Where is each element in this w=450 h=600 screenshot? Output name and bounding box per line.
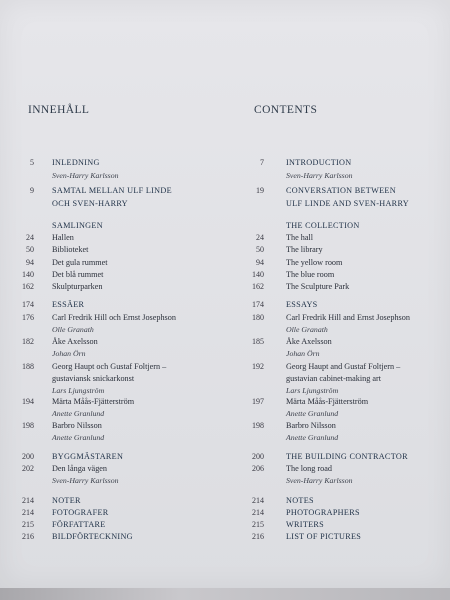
- entry-title: BILDFÖRTECKNING: [52, 532, 133, 541]
- entry-title: Den långa vägen: [52, 464, 108, 473]
- entry-author: Sven-Harry Karlsson: [52, 476, 119, 485]
- entry-author: Olle Granath: [286, 325, 328, 334]
- page-number: 94: [256, 258, 264, 267]
- page-number: 216: [252, 532, 264, 541]
- entry-title: ESSÄER: [52, 300, 85, 309]
- entry-title: NOTER: [52, 496, 81, 505]
- entry-author: Olle Granath: [52, 325, 94, 334]
- entry-title: PHOTOGRAPHERS: [286, 508, 360, 517]
- entry-title: Märta Måås-Fjätterström: [52, 397, 135, 406]
- entry-title: Åke Axelsson: [286, 337, 332, 346]
- page-number: 206: [252, 464, 264, 473]
- page-number: 198: [252, 421, 264, 430]
- entry-title: FÖRFATTARE: [52, 520, 106, 529]
- page-number: 140: [252, 270, 264, 279]
- entry-title: Carl Fredrik Hill och Ernst Josephson: [52, 313, 176, 322]
- page-number: 174: [22, 300, 34, 309]
- page-number: 202: [22, 464, 34, 473]
- page-number: 194: [22, 397, 34, 406]
- entry-author: Anette Granlund: [52, 409, 105, 418]
- entry-title: FOTOGRAFER: [52, 508, 109, 517]
- page-number: 19: [256, 186, 264, 195]
- entry-title: Barbro Nilsson: [286, 421, 336, 430]
- entry-title: The blue room: [286, 270, 335, 279]
- page-number: 192: [252, 362, 264, 371]
- entry-title: The library: [286, 245, 323, 254]
- entry-author: Sven-Harry Karlsson: [52, 171, 119, 180]
- page-number: 182: [22, 337, 34, 346]
- page-number: 216: [22, 532, 34, 541]
- entry-title: ULF LINDE AND SVEN-HARRY: [286, 199, 409, 208]
- entry-author: Lars Ljungström: [52, 386, 105, 395]
- page-number: 200: [252, 452, 264, 461]
- entry-author: Lars Ljungström: [286, 386, 339, 395]
- page-number: 197: [252, 397, 264, 406]
- entry-title: SAMLINGEN: [52, 221, 103, 230]
- entry-title: CONVERSATION BETWEEN: [286, 186, 396, 195]
- page-number: 140: [22, 270, 34, 279]
- page-number: 188: [22, 362, 34, 371]
- entry-title: ESSAYS: [286, 300, 318, 309]
- entry-title: The yellow room: [286, 258, 343, 267]
- page-number: 162: [22, 282, 34, 291]
- page-bottom-edge: [0, 588, 450, 600]
- entry-author: Sven-Harry Karlsson: [286, 171, 353, 180]
- entry-title: Georg Haupt och Gustaf Foltjern –: [52, 362, 167, 371]
- entry-author: Sven-Harry Karlsson: [286, 476, 353, 485]
- entry-title: THE BUILDING CONTRACTOR: [286, 452, 408, 461]
- page-number: 215: [22, 520, 34, 529]
- page-number: 50: [256, 245, 264, 254]
- page-number: 24: [256, 233, 264, 242]
- page-number: 5: [30, 158, 34, 167]
- page-number: 24: [26, 233, 34, 242]
- page-number: 214: [22, 496, 34, 505]
- entry-title: OCH SVEN-HARRY: [52, 199, 128, 208]
- entry-title: BYGGMÄSTAREN: [52, 452, 124, 461]
- entry-title: The hall: [286, 233, 314, 242]
- page-number: 7: [260, 158, 264, 167]
- entry-author: Anette Granlund: [286, 433, 339, 442]
- entry-title: Märta Måås-Fjätterström: [286, 397, 369, 406]
- entry-author: Johan Örn: [286, 349, 320, 358]
- entry-title: Biblioteket: [52, 245, 89, 254]
- page-number: 94: [26, 258, 34, 267]
- page-number: 215: [252, 520, 264, 529]
- entry-title: INTRODUCTION: [286, 158, 352, 167]
- page-number: 174: [252, 300, 264, 309]
- page-number: 214: [252, 496, 264, 505]
- heading-innehall: INNEHÅLL: [28, 104, 90, 116]
- page-number: 198: [22, 421, 34, 430]
- page-number: 176: [22, 313, 34, 322]
- entry-title: Det blå rummet: [52, 270, 104, 279]
- entry-title: NOTES: [286, 496, 314, 505]
- page-number: 200: [22, 452, 34, 461]
- entry-author: Anette Granlund: [52, 433, 105, 442]
- entry-title: Georg Haupt and Gustaf Foltjern –: [286, 362, 401, 371]
- entry-title: Hallen: [52, 233, 74, 242]
- entry-title: LIST OF PICTURES: [286, 532, 362, 541]
- entry-title: The long road: [286, 464, 332, 473]
- page-number: 185: [252, 337, 264, 346]
- page-number: 9: [30, 186, 34, 195]
- entry-title: WRITERS: [286, 520, 325, 529]
- page-number: 214: [252, 508, 264, 517]
- entry-author: Johan Örn: [52, 349, 86, 358]
- entry-title: The Sculpture Park: [286, 282, 350, 291]
- entry-title: Skulpturparken: [52, 282, 103, 291]
- page-number: 180: [252, 313, 264, 322]
- entry-title: gustaviansk snickarkonst: [52, 374, 135, 383]
- entry-author: Anette Granlund: [286, 409, 339, 418]
- page-number: 214: [22, 508, 34, 517]
- entry-title: THE COLLECTION: [286, 221, 360, 230]
- page-number: 50: [26, 245, 34, 254]
- page-number: 162: [252, 282, 264, 291]
- entry-title: Åke Axelsson: [52, 337, 98, 346]
- entry-title: gustavian cabinet-making art: [286, 374, 382, 383]
- heading-contents: CONTENTS: [254, 104, 318, 116]
- entry-title: Carl Fredrik Hill and Ernst Josephson: [286, 313, 410, 322]
- entry-title: INLEDNING: [52, 158, 100, 167]
- entry-title: SAMTAL MELLAN ULF LINDE: [52, 186, 172, 195]
- entry-title: Det gula rummet: [52, 258, 108, 267]
- entry-title: Barbro Nilsson: [52, 421, 102, 430]
